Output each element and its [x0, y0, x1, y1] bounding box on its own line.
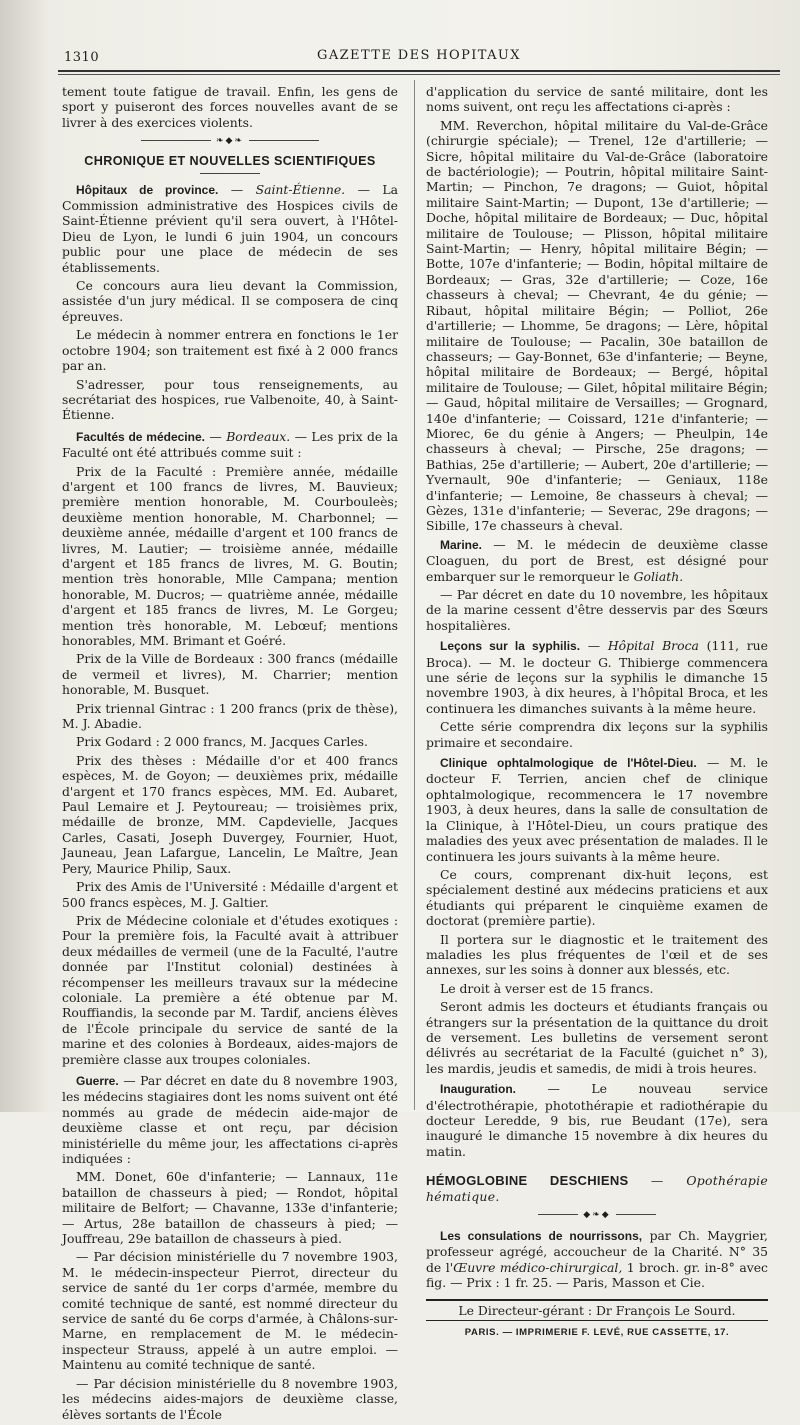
paragraph: Prix des Amis de l'Université : Médaille d'argent et 500 francs espèces, M. J. Galtier. — [62, 879, 398, 910]
article-clinique: Clinique ophtalmologique de l'Hôtel-Dieu. — M. le docteur F. Terrien, ancien chef de clinique ophtalmologique, recommencera le 17 novembre 1903, à deux heures, dans la salle de consultation de la Clinique, à l'Hôtel-Dieu, un cours pratique des maladies des yeux avec présentation de malades. Il le continuera les jours suivants à la même heure. — [426, 755, 768, 864]
article-marine: Marine. — M. le médecin de deuxième classe Cloaguen, du port de Brest, est désigné pour embarquer sur le remorqueur le Goliath. — [426, 536, 768, 584]
article-heading: Facultés de médecine. — [76, 429, 205, 444]
paragraph: Il portera sur le diagnostic et le traitement des maladies les plus fréquentes de l'œil et de ses annexes, sur les soins à donner aux blessés, etc. — [426, 931, 768, 978]
page-header — [58, 44, 780, 68]
ornament-divider: ❧◆❧ — [62, 136, 398, 146]
paragraph: Ce concours aura lieu devant la Commission, assistée d'un jury médical. Il se composera de cinq épreuves. — [62, 278, 398, 324]
paragraph: Cette série comprendra dix leçons sur la syphilis primaire et secondaire. — [426, 719, 768, 750]
directeur-gerant: Le Directeur-gérant : Dr François Le Sourd. — [458, 1302, 736, 1318]
paragraph: d'application du service de santé militaire, dont les noms suivent, ont reçu les affectations ci-après : — [426, 84, 768, 115]
paragraph: Le droit à verser est de 15 francs. — [440, 980, 654, 996]
running-title: GAZETTE DES HOPITAUX — [317, 48, 521, 63]
article-hopitaux: Hôpitaux de province. — Saint-Étienne. — La Commission administrative des Hospices civils de Saint-Étienne prévient qu'il sera ouvert, à l'Hôtel-Dieu de Lyon, le lundi 6 juin 1904, un concours public pour une place de médecin de ses établissements. — [62, 181, 398, 275]
article-heading: Marine. — [440, 537, 483, 552]
paragraph: Ce cours, comprenant dix-huit leçons, est spécialement destiné aux médecins praticiens et aux étudiants qui préparent le cinquième examen de doctorat (première partie). — [426, 866, 768, 929]
paragraph: Prix de Médecine coloniale et d'études exotiques : Pour la première fois, la Faculté avait à attribuer deux médailles de vermeil (une de la Faculté, l'autre donnée par l'Institut colonial) destinées à récompenser les meilleurs travaux sur la médecine coloniale. La première a été obtenue par M. Rouffiandis, la seconde par M. Tardif, anciens élèves de l'École principale du service de santé de la marine et des colonies à Bordeaux, aides-majors de première classe aux troupes coloniales. — [62, 912, 398, 1067]
article-heading: Hôpitaux de province. — [76, 182, 219, 197]
article-facultes: Facultés de médecine. — Bordeaux. — Les prix de la Faculté ont été attribués comme suit : — [62, 428, 398, 461]
article-heading: Guerre. — [76, 1073, 119, 1088]
paragraph: Prix des thèses : Médaille d'or et 400 francs espèces, M. de Goyon; — deuxièmes prix, médaille d'argent et 170 francs espèces, MM. Ed. Aubaret, Paul Lemaire et J. Peytoureau; — troisièmes prix, médaille de bronze, MM. Capdevielle, Jacques Carles, Casati, Joseph Duvergey, Fournier, Huot, Jauneau, Jean Lafargue, Lancelin, Le Maître, Jean Pery, Maurice Philip, Saux. — [62, 752, 398, 876]
paragraph: Prix triennal Gintrac : 1 200 francs (prix de thèse), M. J. Abadie. — [62, 700, 398, 732]
article-heading: Leçons sur la syphilis. — [440, 639, 581, 654]
article-heading: Les consulations de nourrissons, — [440, 1229, 643, 1244]
paragraph: — Par décision ministérielle du 8 novembre 1903, les médecins aides-majors de deuxième classe, élèves sortants de l'École — [62, 1375, 398, 1422]
review-consultations: Les consulations de nourrissons, par Ch. Maygrier, professeur agrégé, accoucheur de la Charité. N° 35 de l'Œuvre médico-chirurgical, 1 broch. gr. in-8° avec fig. — Prix : 1 fr. 25. — Paris, Masson et Cie. — [426, 1228, 768, 1291]
paragraph: Prix de la Ville de Bordeaux : 300 francs (médaille de vermeil et livres), M. Charrier; mention honorable, M. Busquet. — [62, 651, 398, 698]
article-lecons: Leçons sur la syphilis. — Hôpital Broca (111, rue Broca). — M. le docteur G. Thibierge commencera une série de leçons sur la syphilis le dimanche 15 novembre 1903, à dix heures, à l'hôpital Broca, et les continuera les dimanches suivants à la même heure. — [426, 638, 768, 716]
section-title: CHRONIQUE ET NOUVELLES SCIENTIFIQUES — [84, 154, 376, 169]
right-column — [426, 84, 768, 1340]
intro-paragraph: tement toute fatigue de travail. Enfin, les gens de sport y puiseront des forces nouvelles avant de se livrer à des exercices violents. — [62, 84, 398, 130]
article-heading: Inauguration. — [440, 1082, 516, 1097]
imprint-line: PARIS. — IMPRIMERIE F. LEVÉ, RUE CASSETTE, 17. — [464, 1327, 730, 1339]
article-heading: Clinique ophtalmologique de l'Hôtel-Dieu. — [440, 756, 697, 771]
ornament-divider: ◆❧◆ — [426, 1210, 768, 1220]
footer-rule-thin — [426, 1320, 768, 1321]
paragraph: Seront admis les docteurs et étudiants français ou étrangers sur la présentation de la quittance du droit de versement. Les bulletins de versement seront délivrés au secrétariat de la Faculté (guichet n° 3), les mardis, jeudis et samedis, de midi à trois heures. — [426, 999, 768, 1076]
paragraph: MM. Donet, 60e d'infanterie; — Lannaux, 11e bataillon de chasseurs à pied; — Rondot, hôpital militaire de Belfort; — Chavanne, 133e d'infanterie; — Artus, 28e bataillon de chasseurs à pied; — Jouffreau, 29e bataillon de chasseurs à pied. — [62, 1169, 398, 1247]
column-divider — [414, 80, 415, 1110]
section-rule — [200, 173, 260, 174]
paragraph: — Par décret en date du 10 novembre, les hôpitaux de la marine cessent d'être desservis par des Sœurs hospitalières. — [426, 587, 768, 633]
article-inauguration: Inauguration. — Le nouveau service d'électrothérapie, photothérapie et radiothérapie du docteur Leredde, 9 bis, rue Beudant (17e), sera inauguré le dimanche 15 novembre à dix heures du matin. — [426, 1081, 768, 1159]
advert-hemoglobine: HÉMOGLOBINE DESCHIENS — Opothérapie hématique. — [426, 1173, 769, 1204]
paragraph: MM. Reverchon, hôpital militaire du Val-de-Grâce (chirurgie spéciale); — Trenel, 12e d'artillerie; — Sicre, hôpital militaire du Val-de-Grâce (laboratoire de bactériologie); — Poutrin, hôpital militaire Saint-Martin; — Pinchon, 7e dragons; — Guiot, hôpital militaire Saint-Martin; — Dupont, 13e d'artillerie; — Doche, hôpital militaire de Bordeaux; — Duc, hôpital militaire de Toulouse; — Plisson, hôpital militaire Saint-Martin; — Henry, hôpital militaire Bégin; — Botte, 107e d'infanterie; — Bodin, hôpital miltaire de Bordeaux; — Gras, 32e d'artillerie; — Coze, 16e chasseurs à cheval; — Chevrant, 4e du génie; — Ribaut, hôpital militaire Bégin; — Polliot, 26e d'artillerie; — Lhomme, 5e dragons; — Lère, hôpital militaire de Toulouse; — Pacalin, 30e bataillon de chasseurs; — Gay-Bonnet, 63e d'infanterie; — Beyne, hôpital militaire de Bordeaux; — Bergé, hôpital militaire de Toulouse; — Gilet, hôpital militaire Bégin; — Gaud, hôpital militaire de Versailles; — Grognard, 140e d'infanterie; — Coissard, 121e d'infanterie; — Miorec, 6e du génie à Angers; — Pheulpin, 14e chasseurs à cheval; — Pirsche, 25e dragons; — Bathias, 25e d'artillerie; — Aubert, 20e d'artillerie; — Yvernault, 90e d'infanterie; — Geniaux, 118e d'infanterie; — Lemoine, 8e chasseurs à cheval; — Gèzes, 131e d'infanterie; — Severac, 29e dragons; — Sibille, 17e chasseurs à cheval. — [426, 117, 768, 534]
footer-rule — [426, 1299, 768, 1301]
paragraph: Prix Godard : 2 000 francs, M. Jacques Carles. — [76, 734, 368, 750]
article-guerre: Guerre. — Par décret en date du 8 novembre 1903, les médecins stagiaires dont les noms suivent ont été nommés au grade de médecin aide-major de deuxième classe et ont reçu, par décision ministérielle du même jour, les affectations ci-après indiquées : — [62, 1072, 398, 1166]
page-edge-shadow — [0, 0, 50, 1112]
header-rule-thin — [58, 74, 780, 75]
paragraph: Prix de la Faculté : Première année, médaille d'argent et 100 francs de livres, M. Bauvieux; première mention honorable, M. Courbouleès; deuxième mention honorable, M. Charbonnel; — deuxième année, médaille d'argent et 100 francs de livres, M. Lautier; — troisième année, médaille d'argent et 185 francs de livres, M. G. Boutin; mention très honorable, Mlle Campana; mention honorable, M. Ducros; — quatrième année, médaille d'argent et 185 francs de livres, M. Le Gorgeu; mention très honorable, M. Lebœuf; mentions honorables, MM. Brimant et Goéré. — [62, 463, 398, 648]
page-number: 1310 — [64, 50, 100, 65]
header-rule — [58, 70, 780, 72]
paragraph: S'adresser, pour tous renseignements, au secrétariat des hospices, rue Valbenoite, 40, à Saint-Étienne. — [62, 376, 398, 423]
paragraph: Le médecin à nommer entrera en fonctions le 1er octobre 1904; son traitement est fixé à 2 000 francs par an. — [62, 327, 398, 374]
paragraph: — Par décision ministérielle du 7 novembre 1903, M. le médecin-inspecteur Pierrot, directeur du service de santé du 1er corps d'armée, membre du comité technique de santé, est nommé directeur du service de santé du 6e corps d'armée, à Châlons-sur-Marne, en remplacement de M. le médecin-inspecteur Strauss, appelé à un autre emploi. — Maintenu au comité technique de santé. — [62, 1249, 398, 1373]
left-column — [62, 84, 398, 1425]
